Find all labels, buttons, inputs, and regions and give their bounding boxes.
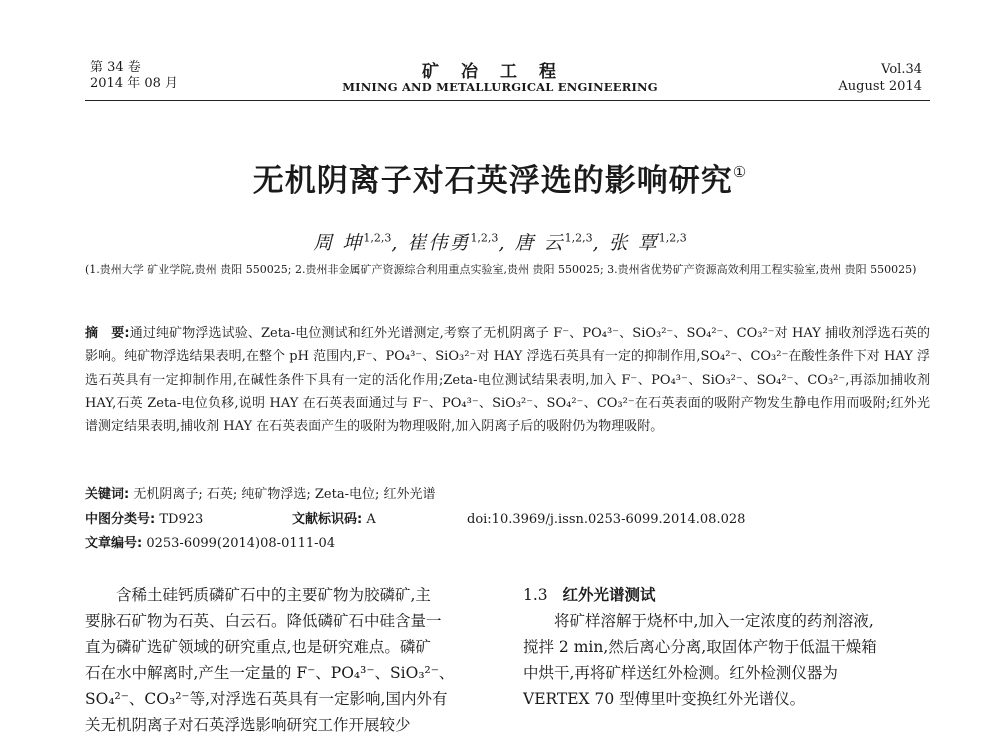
body-line: VERTEX 70 型傅里叶变换红外光谱仪。 xyxy=(523,690,806,708)
body-line: 含稀土硅钙质磷矿石中的主要矿物为胶磷矿,主 xyxy=(116,586,431,604)
left-column xyxy=(85,582,490,738)
clc-number: 中图分类号: TD923 xyxy=(85,512,204,527)
body-line: 石在水中解离时,产生一定量的 F⁻、PO₄³⁻、SiO₃²⁻、 xyxy=(85,664,455,682)
volume-cn: 第 34 卷 xyxy=(90,60,141,75)
keywords-text: 无机阴离子; 石英; 纯矿物浮选; Zeta-电位; 红外光谱 xyxy=(133,487,436,502)
author-list: 周 坤$^{1,2,3}$, 崔伟勇$^{1,2,3}$, 唐 云$^{1,2,3}$, 张 覃$^{1,2,3}$ xyxy=(313,231,687,254)
article-number: 文章编号: 0253-6099(2014)08-0111-04 xyxy=(85,536,336,551)
right-column xyxy=(523,582,931,712)
abstract-text: 通过纯矿物浮选试验、Zeta-电位测试和红外光谱测定,考察了无机阴离子 F⁻、PO₄³⁻、SiO₃²⁻、SO₄²⁻、CO₃²⁻对 HAY 捕收剂浮选石英的影响。纯矿物浮选结果表明,在整个 pH 范围内,F⁻、PO₄³⁻、SiO₃²⁻对 HAY 浮选石英具有一定的抑制作用,SO₄²⁻、CO₃²⁻在酸性条件下对 HAY 浮选石英具有一定抑制作用,在碱性条件下具有一定的活化作用;Zeta-电位测试结果表明,加入 F⁻、PO₄³⁻、SiO₃²⁻、SO₄²⁻、CO₃²⁻,再添加捕收剂 HAY,石英 Zeta-电位负移,说明 HAY 在石英表面通过与 F⁻、PO₄³⁻、SiO₃²⁻、SO₄²⁻、CO₃²⁻在石英表面的吸附产物发生静电作用而吸附;红外光谱测定结果表明,捕收剂 HAY 在石英表面产生的吸附为物理吸附,加入阴离子后的吸附仍为物理吸附。 xyxy=(85,326,931,435)
date-cn: 2014 年 08 月 xyxy=(90,76,179,91)
section-heading: 1.3 红外光谱测试 xyxy=(523,586,656,604)
author-name: 张 覃 xyxy=(608,232,659,254)
affiliations: (1.贵州大学 矿业学院,贵州 贵阳 550025; 2.贵州非金属矿产资源综合利用重点实验室,贵州 贵阳 550025; 3.贵州省优势矿产资源高效利用工程实验室,贵州 贵阳 550025) xyxy=(85,263,917,276)
body-line: 将矿样溶解于烧杯中,加入一定浓度的药剂溶液, xyxy=(554,612,874,630)
body-line: 中烘干,再将矿样送红外检测。红外检测仪器为 xyxy=(523,664,838,682)
document-code: 文献标识码: A xyxy=(292,512,376,527)
body-line: 要脉石矿物为石英、白云石。降低磷矿石中硅含量一 xyxy=(85,612,442,630)
author-name: 周 坤 xyxy=(313,232,364,254)
volume-en: Vol.34 xyxy=(881,62,922,77)
body-line: 直为磷矿选矿领域的研究重点,也是研究难点。磷矿 xyxy=(85,638,431,656)
body-line: SO₄²⁻、CO₃²⁻等,对浮选石英具有一定影响,国内外有 xyxy=(85,690,448,708)
author-name: 唐 云 xyxy=(514,232,565,254)
author-name: 崔伟勇 xyxy=(407,232,471,254)
journal-title-cn: 矿冶工程 xyxy=(422,62,578,82)
doi: doi:10.3969/j.issn.0253-6099.2014.08.028 xyxy=(467,512,746,527)
body-line: 搅拌 2 min,然后离心分离,取固体产物于低温干燥箱 xyxy=(523,638,877,656)
date-en: August 2014 xyxy=(838,79,922,94)
paper-title: 无机阴离子对石英浮选的影响研究① xyxy=(252,163,748,199)
abstract xyxy=(85,322,930,438)
body-line: 关无机阴离子对石英浮选影响研究工作开展较少 xyxy=(85,716,411,734)
header-rule xyxy=(85,100,930,101)
abstract-label: 摘 要: xyxy=(85,326,130,341)
keywords: 关键词: 无机阴离子; 石英; 纯矿物浮选; Zeta-电位; 红外光谱 xyxy=(85,487,436,502)
journal-title-en: MINING AND METALLURGICAL ENGINEERING xyxy=(342,80,658,94)
